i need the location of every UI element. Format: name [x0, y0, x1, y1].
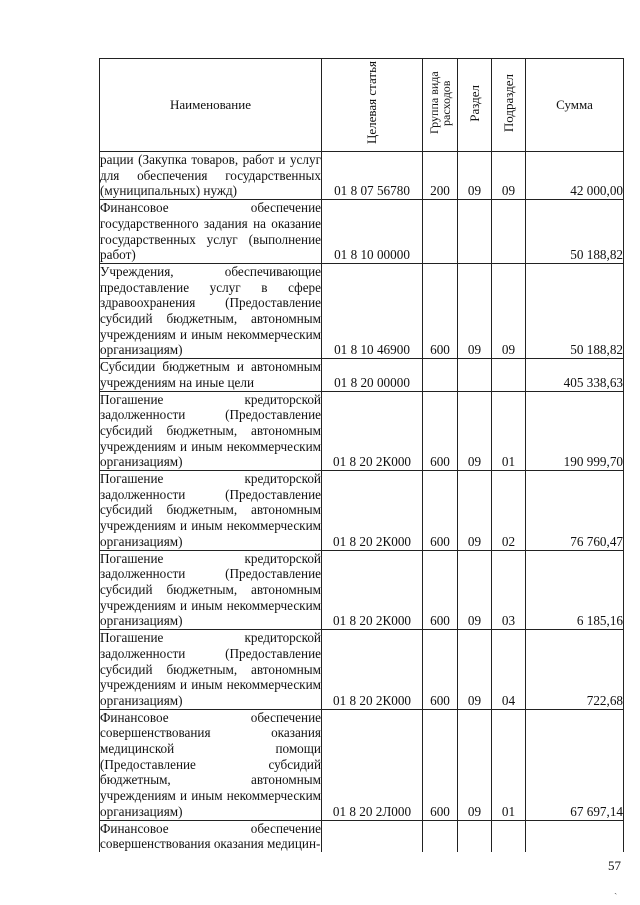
row-subsection: 03 [492, 550, 526, 630]
row-name: Погашение кредиторской задолженности (Предоставление субсидий бюджетным, автономным учреждениям и иным некоммерческим организациям) [100, 471, 321, 549]
table-row [100, 152, 624, 200]
row-section [458, 359, 492, 391]
row-amount: 190 999,70 [526, 391, 624, 471]
row-name: Учреждения, обеспечивающие предоставление услуг в сфере здравоохранения (Предоставление субсидий бюджетным, автономным учреждениям и иным некоммерческим организациям) [100, 263, 321, 358]
row-section: 09 [458, 550, 492, 630]
row-amount: 67 697,14 [526, 709, 624, 820]
table-row [100, 391, 624, 471]
row-expense-group: 600 [423, 263, 458, 358]
row-expense-group: 600 [423, 391, 458, 471]
row-code: 01 8 20 2Л000 [322, 709, 423, 820]
table-row [100, 359, 624, 391]
row-amount: 405 338,63 [526, 359, 624, 391]
row-section [458, 200, 492, 264]
header-section: Раздел [458, 59, 492, 152]
row-code: 01 8 20 2К000 [322, 471, 423, 551]
row-amount: 50 188,82 [526, 200, 624, 264]
scan-mark: ˎ [614, 884, 618, 895]
header-expense-group: Группа вида расходов [423, 59, 458, 152]
row-subsection: 04 [492, 630, 526, 710]
header-name: Наименование [100, 59, 322, 152]
row-subsection [492, 820, 526, 852]
budget-table [99, 58, 624, 852]
row-name: Погашение кредиторской задолженности (Предоставление субсидий бюджетным, автономным учреждениям и иным некоммерческим организациям) [100, 391, 321, 470]
row-subsection [492, 359, 526, 391]
row-section: 09 [458, 263, 492, 358]
row-amount: 6 185,16 [526, 550, 624, 630]
row-name: Погашение кредиторской задолженности (Предоставление субсидий бюджетным, автономным учреждениям и иным некоммерческим организациям) [100, 630, 321, 708]
table-row [100, 820, 624, 852]
row-code: 01 8 20 2К000 [322, 630, 423, 710]
row-subsection: 02 [492, 471, 526, 551]
row-name: Субсидии бюджетным и автономным учреждениям на иные цели [100, 359, 321, 390]
row-name: Финансовое обеспечение государственного задания на оказание государственных услуг (выполнение работ) [100, 200, 321, 263]
header-amount: Сумма [526, 59, 624, 152]
row-section: 09 [458, 709, 492, 820]
header-subsection: Подраздел [492, 59, 526, 152]
header-target-article: Целевая статья [322, 59, 423, 152]
row-name: Погашение кредиторской задолженности (Предоставление субсидий бюджетным, автономным учреждениям и иным некоммерческим организациям) [100, 550, 321, 629]
row-amount: 722,68 [526, 630, 624, 710]
table-header-row [100, 59, 624, 152]
row-code: 01 8 20 2К000 [322, 550, 423, 630]
row-subsection: 01 [492, 391, 526, 471]
row-name: Финансовое обеспечение совершенствования оказания медицин- [100, 820, 321, 852]
row-section: 09 [458, 630, 492, 710]
row-code [322, 820, 423, 852]
row-code: 01 8 20 00000 [322, 359, 423, 391]
row-expense-group [423, 359, 458, 391]
row-code: 01 8 20 2К000 [322, 391, 423, 471]
row-expense-group [423, 200, 458, 264]
row-amount: 76 760,47 [526, 471, 624, 551]
row-expense-group: 600 [423, 630, 458, 710]
table-row [100, 263, 624, 358]
row-subsection: 01 [492, 709, 526, 820]
row-code: 01 8 07 56780 [322, 152, 423, 200]
table-row [100, 709, 624, 820]
table-row [100, 630, 624, 710]
row-expense-group: 600 [423, 709, 458, 820]
row-code: 01 8 10 46900 [322, 263, 423, 358]
row-section [458, 820, 492, 852]
row-expense-group: 600 [423, 550, 458, 630]
row-expense-group: 600 [423, 471, 458, 551]
page-number: 57 [608, 858, 621, 873]
row-amount: 42 000,00 [526, 152, 624, 200]
row-name: Финансовое обеспечение совершенствования оказания медицинской помощи (Предоставление субсидий бюджетным, автономным учреждениям и иным некоммерческим организациям) [100, 709, 321, 819]
row-expense-group: 200 [423, 152, 458, 200]
row-section: 09 [458, 152, 492, 200]
row-amount [526, 820, 624, 852]
table-row [100, 550, 624, 630]
row-subsection: 09 [492, 152, 526, 200]
table-row [100, 200, 624, 264]
row-section: 09 [458, 471, 492, 551]
row-code: 01 8 10 00000 [322, 200, 423, 264]
row-section: 09 [458, 391, 492, 471]
table-row [100, 471, 624, 551]
row-subsection [492, 200, 526, 264]
row-name: рации (Закупка товаров, работ и услуг для обеспечения государственных (муниципальных) нужд) [100, 152, 321, 199]
row-subsection: 09 [492, 263, 526, 358]
row-amount: 50 188,82 [526, 263, 624, 358]
row-expense-group [423, 820, 458, 852]
